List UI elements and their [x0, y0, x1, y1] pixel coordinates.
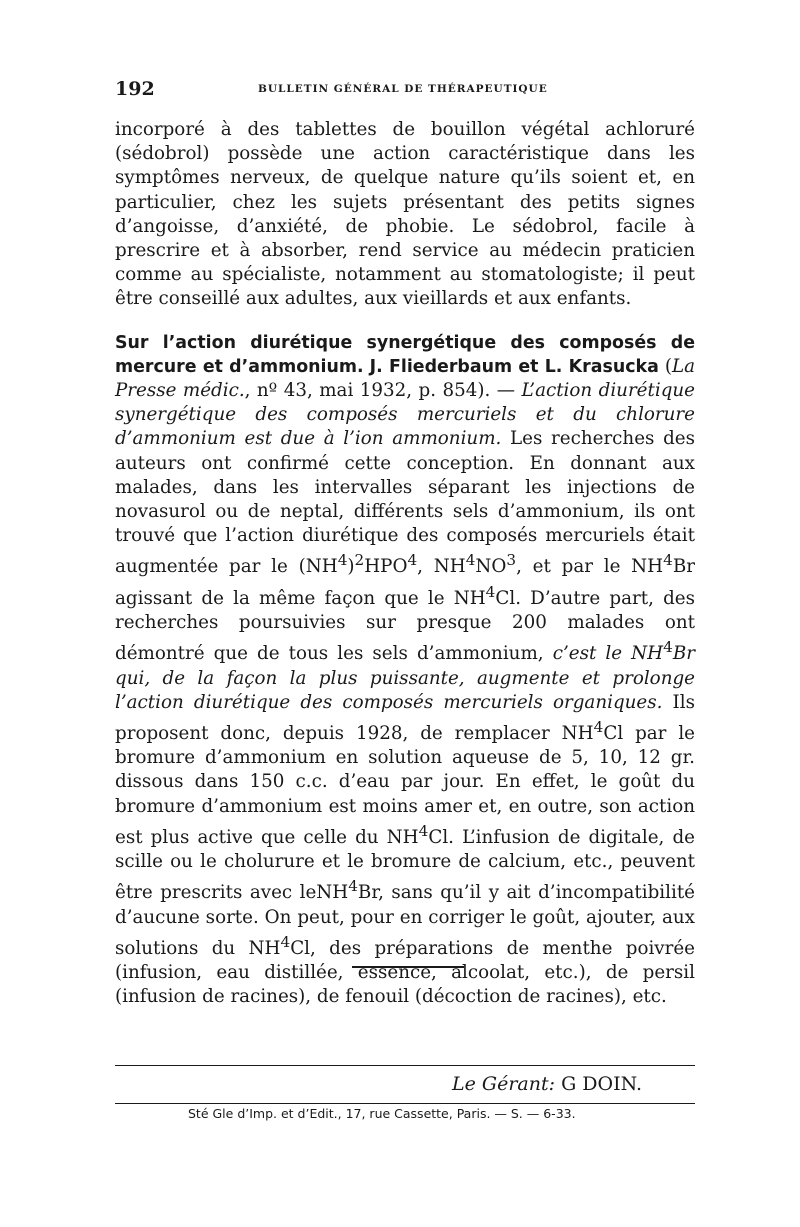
italic-segment: Br qui, de la façon la plus puissante, augmente et prolonge l’action diurétique des composés mercuriels organiques. [115, 643, 696, 713]
text-segment: , NH [417, 556, 466, 578]
text-segment: Cl. L’infusion de digitale, de scille ou le cholurure et le bromure de calcium, etc., peuvent être prescrits avec leNH [115, 826, 695, 904]
superscript: 4 [407, 551, 418, 570]
text-segment: ) [347, 556, 355, 578]
text-segment: Br agissant de la même façon que le NH [115, 556, 695, 609]
article-authors: J. Fliederbaum et L. Krasucka [369, 356, 659, 377]
superscript: 4 [663, 551, 673, 570]
gerant-name: G DOIN. [561, 1073, 643, 1095]
running-title: BULLETIN GÉNÉRAL DE THÉRAPEUTIQUE [258, 83, 548, 95]
gerant-line [452, 1073, 642, 1095]
superscript: 2 [354, 551, 365, 570]
superscript: 3 [506, 551, 517, 570]
paragraph-continuation: incorporé à des tablettes de bouillon végétal achloruré (sédobrol) possède une action caractéristique dans les symptômes nerveux, de quelque nature qu’ils soient et, en particulier, chez les sujets présentant des petits signes d’angoisse, d’anxiété, de phobie. Le sédobrol, facile à prescrire et à absorber, rend service au médecin praticien comme au spécialiste, notamment au stomatologiste; il peut être conseillé aux adultes, aux vieillards et aux enfants. [115, 119, 695, 310]
superscript: 4 [663, 638, 673, 657]
superscript: 4 [280, 932, 291, 951]
superscript: 4 [593, 717, 604, 736]
article-abstract [115, 331, 695, 1010]
journal-name: La Presse médic. [115, 355, 696, 402]
ref-open: ( [664, 355, 672, 377]
page-number: 192 [115, 78, 155, 100]
superscript: 4 [418, 821, 429, 840]
footer-rule-top [115, 1065, 695, 1066]
text-segment: NO [475, 556, 507, 578]
superscript: 4 [348, 877, 358, 896]
text-segment: Cl par le bromure d’ammonium en solution aqueuse de 5, 10, 12 gr. dissous dans 150 c.c. d’eau par jour. En effet, le goût du bromure d’ammonium est moins amer et, en outre, son action est plus active que celle du NH [115, 723, 695, 848]
summary-italic: L’action diurétique synergétique des composés mercuriels et du chlorure d’ammonium est due à l’ion ammonium. [115, 380, 695, 450]
page-header [115, 78, 695, 100]
main-text [115, 118, 695, 1010]
superscript: 4 [485, 582, 496, 601]
superscript: 4 [337, 551, 348, 570]
gerant-label: Le Gérant: [452, 1073, 556, 1095]
superscript: 4 [465, 551, 476, 570]
article-title: Sur l’action diurétique synergétique des composés de mercure et d’ammonium. [115, 332, 695, 377]
italic-segment: c’est le NH [552, 643, 664, 665]
section-divider [352, 966, 464, 968]
text-segment: , et par le NH [516, 556, 664, 578]
text-segment: Br, sans qu’il y ait d’incompatibilité d’aucune sorte. On peut, pour en corriger le goût, ajouter, aux solutions du NH [115, 882, 695, 959]
text-segment: Cl, des préparations de menthe poivrée (infusion, eau distillée, essence, alcoolat, etc.), de persil (infusion de racines), de fenouil (décoction de racines), etc. [115, 937, 695, 1008]
text-segment: HPO [364, 556, 408, 578]
footer-rule-bottom [115, 1103, 695, 1104]
text-segment: Cl. D’autre part, des recherches poursuivies sur presque 200 malades ont démontré que de tous les sels d’ammonium, [115, 587, 695, 665]
text-segment: Ils proposent donc, depuis 1928, de remplacer NH [115, 691, 695, 745]
printer-imprint: Sté Gle d’Imp. et d’Edit., 17, rue Cassette, Paris. — S. — 6-33. [188, 1106, 576, 1121]
text-segment: Les recherches des auteurs ont confirmé cette conception. En donnant aux malades, dans les intervalles séparant les injections de novasurol ou de neptal, différents sels d’ammonium, ils ont trouvé que l’action diurétique des composés mercuriels était augmentée par le (NH [115, 428, 695, 578]
ref-details: , nº 43, mai 1932, p. 854). — [244, 380, 522, 402]
